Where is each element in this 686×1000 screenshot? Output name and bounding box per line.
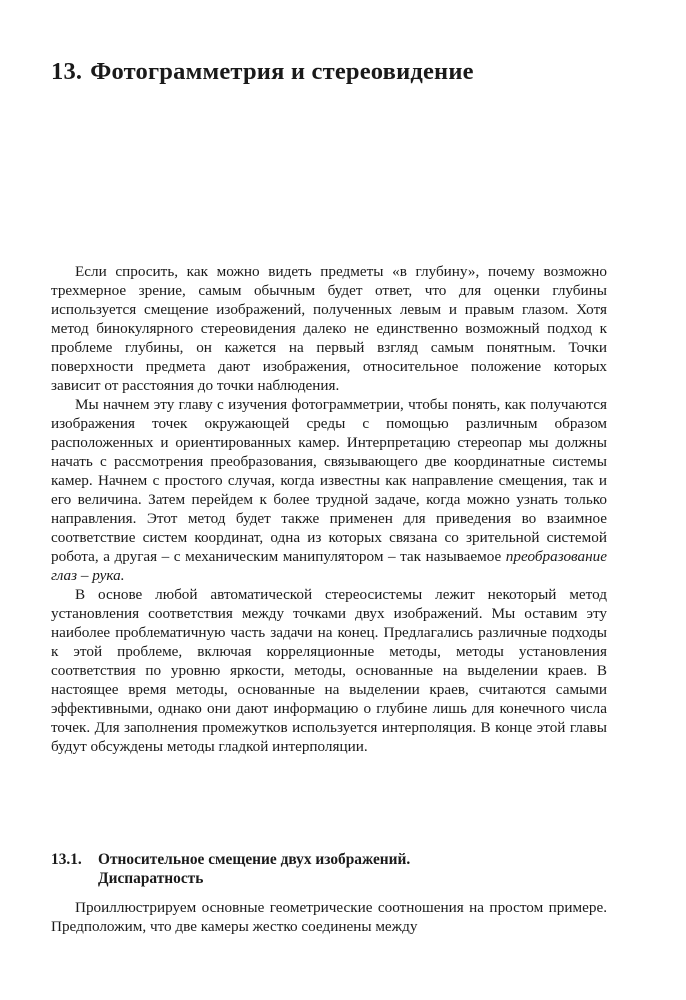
intro-paragraph-1: Если спросить, как можно видеть предметы «в глубину», почему возможно трехмерное зрение, самым обычным будет ответ, что для оценки глубины используется смещение изображений, полученных левым и правым глазом. Хотя метод бинокулярного стереовидения далеко не единственно возможный подход к проблеме глубины, он кажется на первый взгляд самым понятным. Точки поверхности предмета дают изображения, относительное положение которых зависит от расстояния до точки наблюдения. [51, 263, 607, 394]
intro-paragraph-3: В основе любой автоматической стереосистемы лежит некоторый метод установления соответствия между точками двух изображений. Мы оставим эту наиболее проблематичную часть задачи на конец. Предлагались различные подходы к этой проблеме, включая корреляционные методы, методы установления соответствия по уровню яркости, методы, основанные на выделении краев. В настоящее время методы, основанные на выделении краев, считаются самыми эффективными, однако они дают информацию о глубине лишь для конечного числа точек. Для заполнения промежутков используется интерполяция. В конце этой главы будут обсуждены методы гладкой интерполяции. [51, 586, 607, 755]
section-body [51, 898, 607, 936]
chapter-title-text: Фотограмметрия и стереовидение [90, 58, 474, 85]
section-number: 13.1. [51, 851, 82, 868]
intro-paragraph-2-text: Мы начнем эту главу с изучения фотограмметрии, чтобы понять, как получаются изображения точек окружающей среды с помощью различным образом расположенных и ориентированных камер. Интерпретацию стереопар мы должны начать с рассмотрения преобразования, связывающего две координатные системы камер. Начнем с простого случая, когда известны как направление смещения, так и его величина. Затем перейдем к более трудной задаче, когда можно узнать только направления. Этот метод будет также применен для приведения во взаимное соответствие систем координат, одна из которых связана со зрительной системой робота, а другая – с механическим манипулятором – так называемое [51, 396, 607, 565]
section-title-line2: Диспаратность [98, 870, 204, 887]
section-heading [51, 850, 410, 888]
chapter-number: 13. [51, 58, 83, 85]
chapter-intro [51, 262, 607, 756]
chapter-title [51, 58, 474, 86]
section-paragraph-1: Проиллюстрируем основные геометрические соотношения на простом примере. Предположим, что две камеры жестко соединены между [51, 899, 607, 935]
hand-eye-transform-term: преобразование глаз – рука. [51, 548, 607, 584]
intro-paragraph-2 [51, 395, 607, 585]
section-title-line1: Относительное смещение двух изображений. [98, 851, 411, 868]
